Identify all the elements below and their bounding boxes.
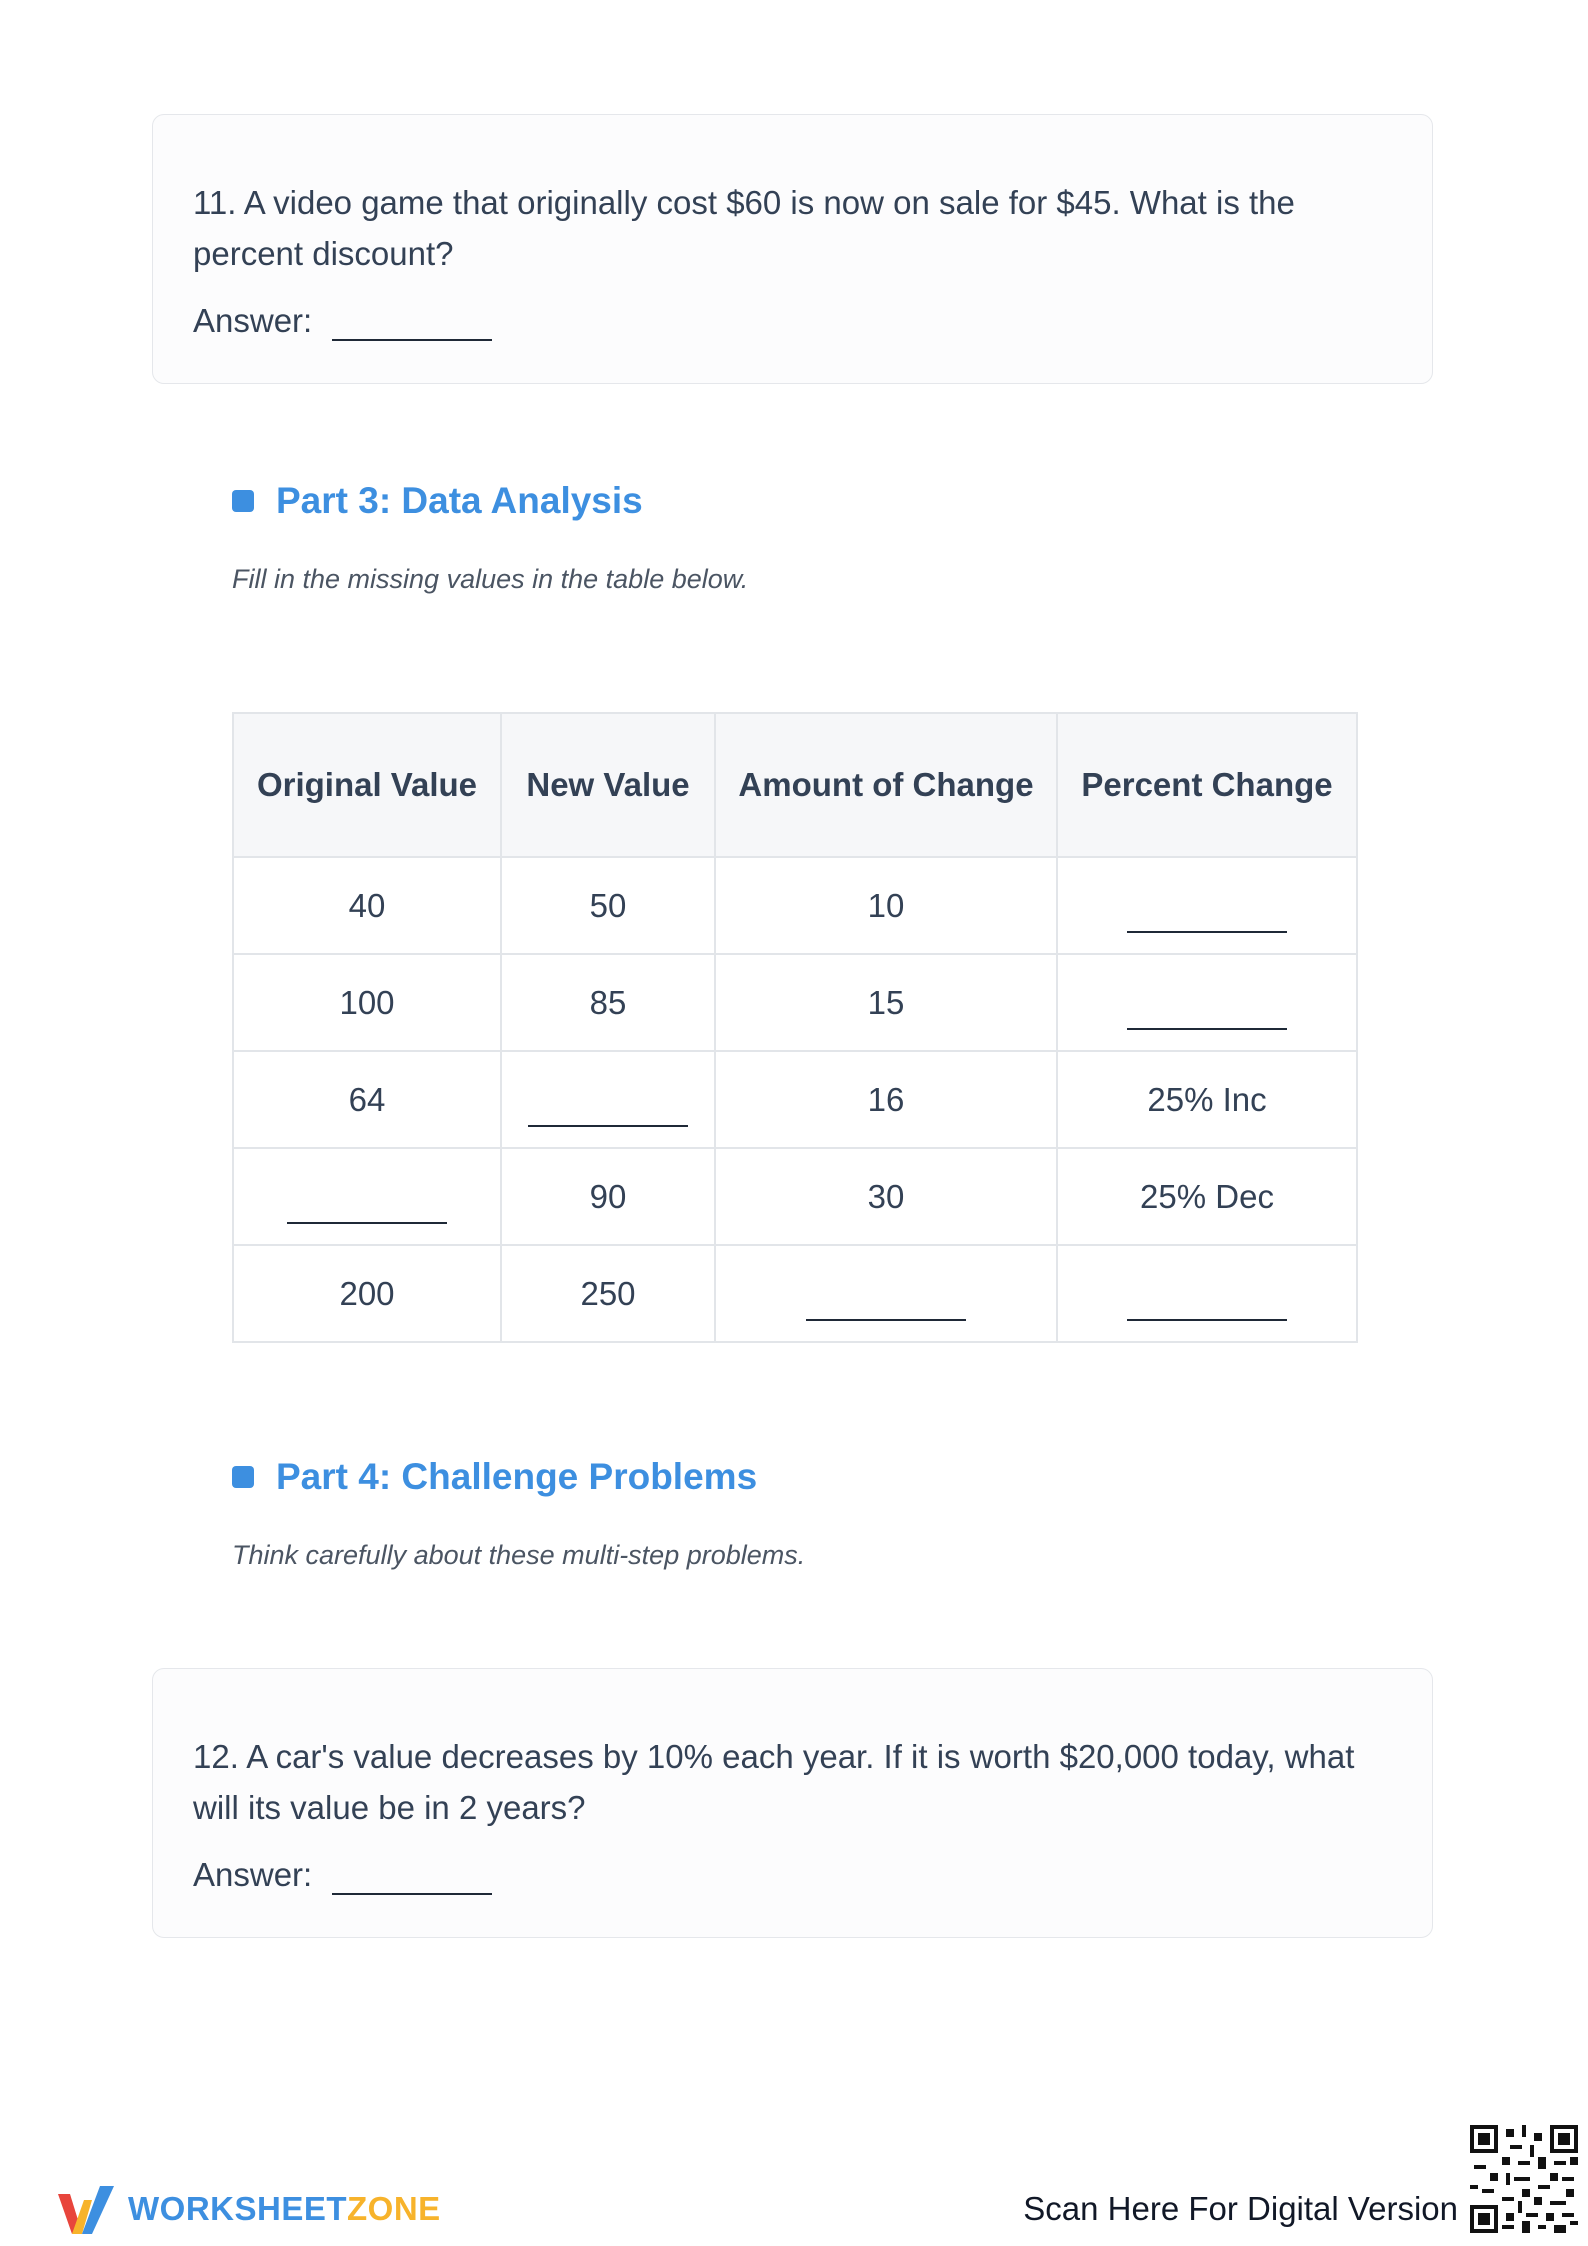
answer-blank[interactable] [528,1125,688,1127]
cell-amount-of-change: 10 [715,857,1057,954]
answer-blank[interactable] [1127,1319,1287,1321]
answer-blank-12[interactable] [332,1857,492,1895]
answer-label: Answer: [193,302,313,339]
answer-blank[interactable] [1127,931,1287,933]
answer-blank[interactable] [287,1222,447,1224]
cell-percent-change: 25% Inc [1057,1051,1357,1148]
answer-row-11 [193,301,492,341]
worksheetzone-logo[interactable] [56,2180,441,2238]
section-square-icon [232,1466,254,1488]
section-square-icon [232,490,254,512]
data-table [232,712,1358,1343]
question-11-text: 11. A video game that originally cost $60 is now on sale for $45. What is the percent discount? [193,184,1295,272]
table-row [233,1245,1357,1342]
part-3-title: Part 3: Data Analysis [276,480,643,521]
part-4-subtitle: Think carefully about these multi-step problems. [232,1540,806,1570]
answer-label: Answer: [193,1856,313,1893]
logo-text-zone: ZONE [347,2190,441,2227]
table-row [233,857,1357,954]
question-12-text: 12. A car's value decreases by 10% each year. If it is worth $20,000 today, what will its value be in 2 years? [193,1738,1355,1826]
cell-percent-change: 25% Dec [1057,1148,1357,1245]
cell-new-value: 50 [501,857,715,954]
cell-new-value[interactable] [501,1051,715,1148]
cell-percent-change[interactable] [1057,857,1357,954]
cell-new-value: 90 [501,1148,715,1245]
part-4-title: Part 4: Challenge Problems [276,1456,758,1497]
cell-percent-change[interactable] [1057,954,1357,1051]
qr-code-icon[interactable] [1470,2125,1578,2233]
answer-row-12 [193,1855,492,1895]
cell-amount-of-change: 30 [715,1148,1057,1245]
answer-blank-11[interactable] [332,303,492,341]
logo-text-worksheet: WORKSHEET [128,2190,347,2227]
cell-original-value[interactable] [233,1148,501,1245]
header-amount-of-change: Amount of Change [715,713,1057,857]
table-header-row [233,713,1357,857]
cell-original-value: 40 [233,857,501,954]
answer-blank[interactable] [806,1319,966,1321]
cell-original-value: 100 [233,954,501,1051]
cell-amount-of-change: 15 [715,954,1057,1051]
header-percent-change: Percent Change [1057,713,1357,857]
cell-percent-change[interactable] [1057,1245,1357,1342]
part-4-heading [232,1456,757,1498]
logo-w-icon [56,2180,116,2238]
header-new-value: New Value [501,713,715,857]
cell-new-value: 85 [501,954,715,1051]
part-3-subtitle: Fill in the missing values in the table below. [232,564,749,594]
question-card-11 [152,114,1433,384]
cell-amount-of-change: 16 [715,1051,1057,1148]
cell-amount-of-change[interactable] [715,1245,1057,1342]
table-row [233,954,1357,1051]
cell-original-value: 200 [233,1245,501,1342]
cell-original-value: 64 [233,1051,501,1148]
table-row [233,1051,1357,1148]
question-card-12 [152,1668,1433,1938]
header-original-value: Original Value [233,713,501,857]
scan-caption: Scan Here For Digital Version [1023,2190,1458,2227]
table-row [233,1148,1357,1245]
cell-new-value: 250 [501,1245,715,1342]
answer-blank[interactable] [1127,1028,1287,1030]
part-3-heading [232,480,643,522]
